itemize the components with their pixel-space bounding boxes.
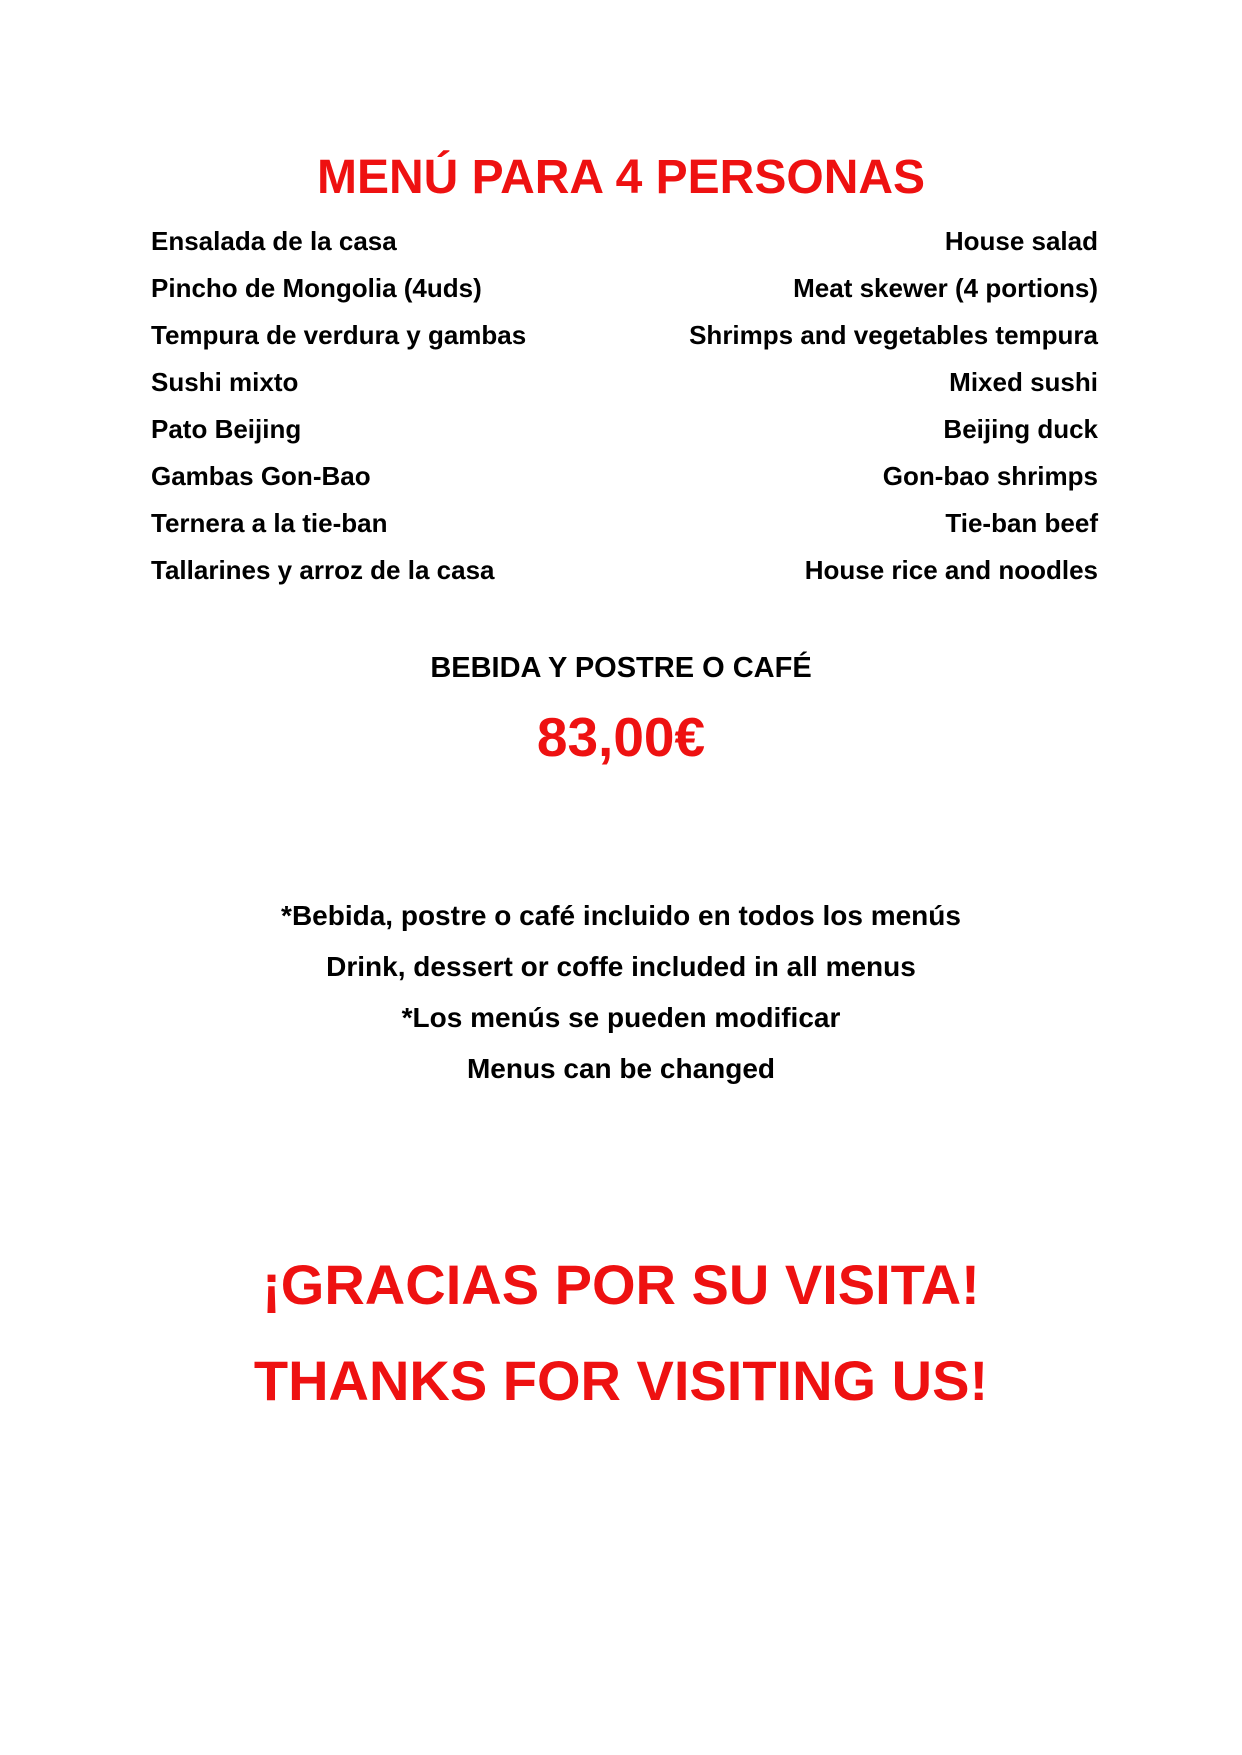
menu-item-english: Beijing duck	[943, 414, 1098, 444]
menu-item-english: Gon-bao shrimps	[882, 461, 1098, 491]
menu-item-spanish: Gambas Gon-Bao	[151, 461, 371, 491]
menu-item-english: Meat skewer (4 portions)	[793, 273, 1098, 303]
menu-item	[151, 453, 1098, 500]
menu-title: MENÚ PARA 4 PERSONAS	[316, 151, 926, 204]
menu-item-spanish: Tallarines y arroz de la casa	[151, 555, 495, 585]
menu-item	[151, 547, 1098, 594]
menu-item-spanish: Pincho de Mongolia (4uds)	[151, 273, 482, 303]
menu-item-english: House salad	[944, 226, 1098, 256]
menu-item-english: Shrimps and vegetables tempura	[689, 320, 1098, 350]
menu-item	[151, 265, 1098, 312]
menu-item	[151, 406, 1098, 453]
note-line: Menus can be changed	[466, 1053, 776, 1084]
note-line: *Bebida, postre o café incluido en todos los menús	[281, 900, 961, 931]
menu-items-list	[151, 218, 1098, 594]
menu-item-spanish: Tempura de verdura y gambas	[151, 320, 527, 350]
menu-item	[151, 218, 1098, 265]
thanks-spanish: ¡GRACIAS POR SU VISITA!	[262, 1253, 980, 1316]
thanks-english: THANKS FOR VISITING US!	[253, 1349, 989, 1412]
menu-item-english: House rice and noodles	[804, 555, 1098, 585]
menu-item	[151, 359, 1098, 406]
menu-item-spanish: Ternera a la tie-ban	[151, 508, 388, 538]
menu-price: 83,00€	[536, 706, 706, 768]
menu-item	[151, 500, 1098, 547]
menu-item-english: Tie-ban beef	[945, 508, 1098, 538]
menu-item-spanish: Ensalada de la casa	[151, 226, 397, 256]
notes-list	[0, 890, 1242, 1094]
menu-item-spanish: Pato Beijing	[151, 414, 302, 444]
note-line: Drink, dessert or coffe included in all menus	[326, 951, 916, 982]
menu-item	[151, 312, 1098, 359]
menu-item-english: Mixed sushi	[949, 367, 1098, 397]
note-line: *Los menús se pueden modificar	[401, 1002, 841, 1033]
menu-item-spanish: Sushi mixto	[151, 367, 299, 397]
drink-dessert-heading: BEBIDA Y POSTRE O CAFÉ	[430, 652, 812, 684]
